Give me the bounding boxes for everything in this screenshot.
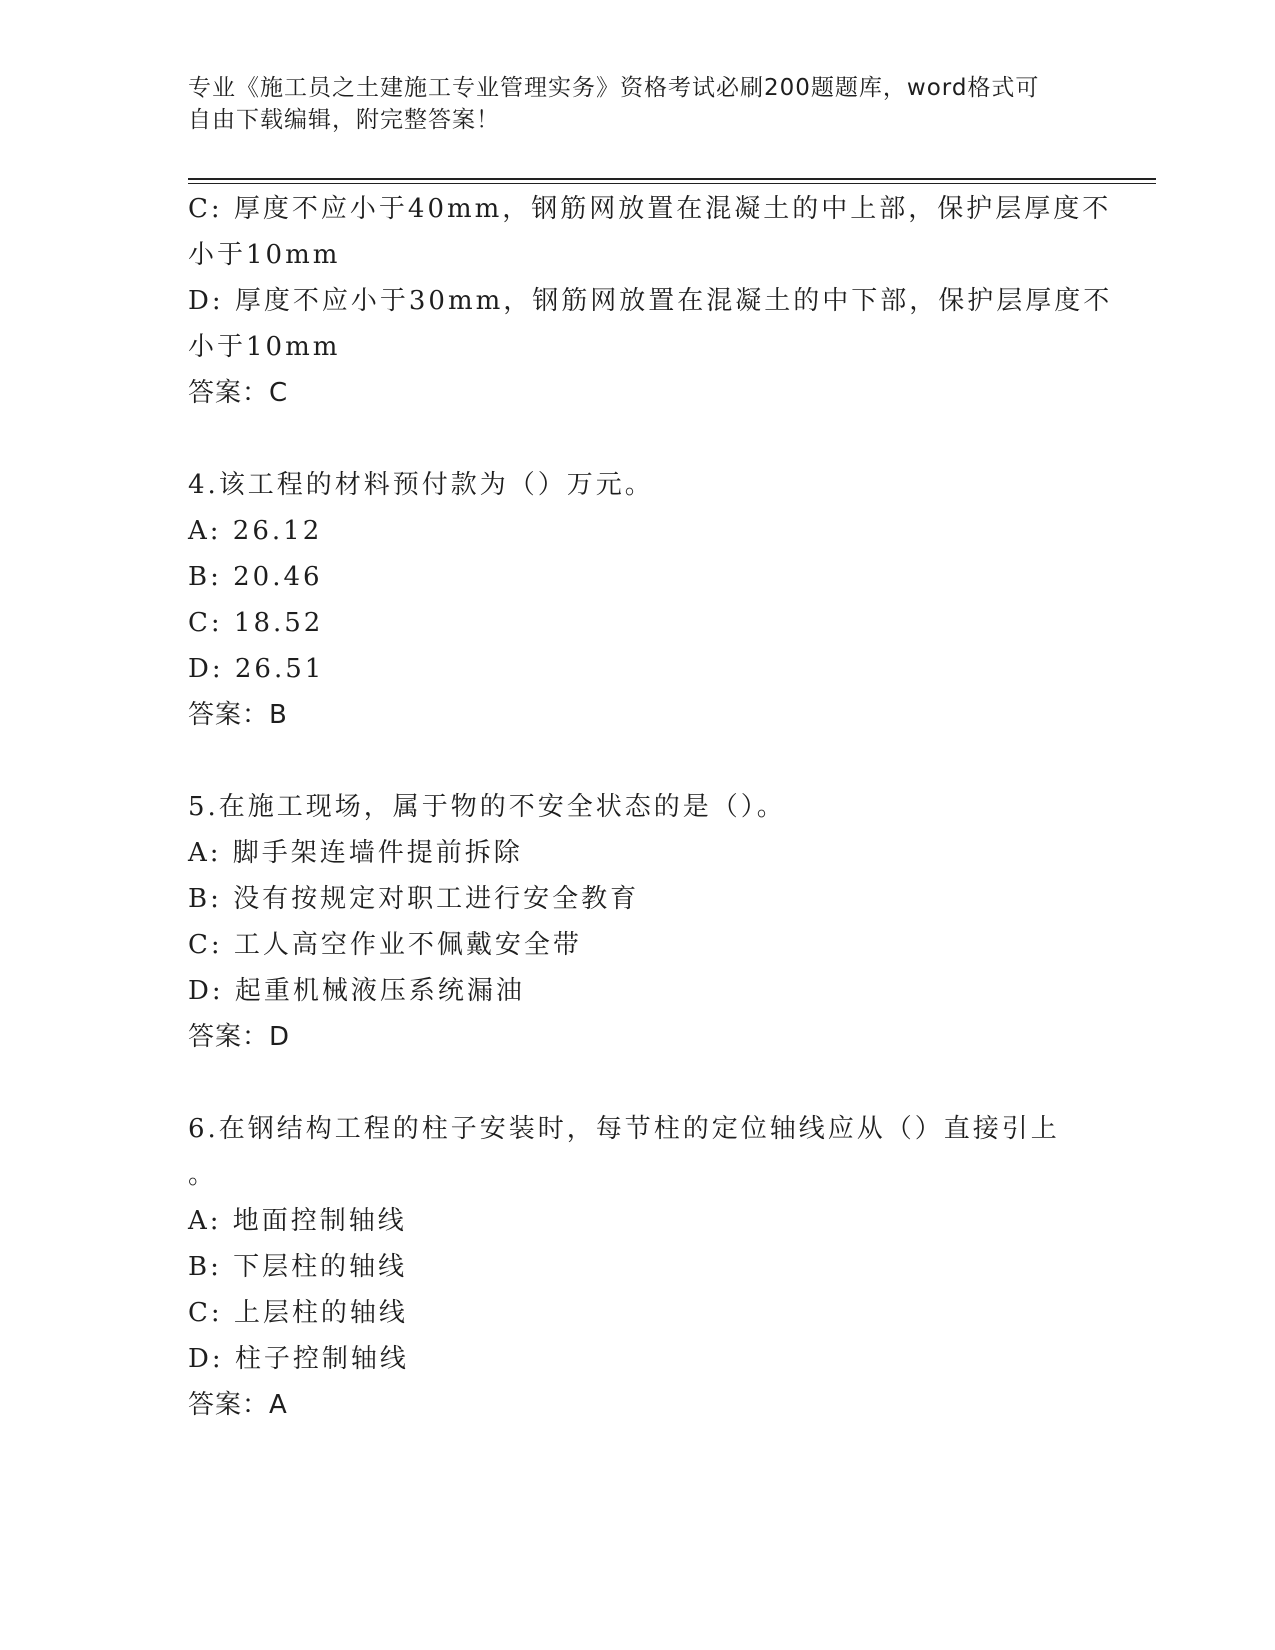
header-line-2: 自由下载编辑，附完整答案！ [188,107,500,133]
option-d: D: 26.51 [188,654,325,684]
question-4 [188,462,1088,738]
document-body [188,186,1113,1428]
option-d: D: 柱子控制轴线 [188,1344,409,1374]
question-text: 4.该工程的材料预付款为（）万元。 [188,470,654,500]
option-c-continued: 小于10mm [188,240,341,270]
option-d: D: 起重机械液压系统漏油 [188,976,525,1006]
spacer [188,738,1088,784]
question-text: 6.在钢结构工程的柱子安装时，每节柱的定位轴线应从（）直接引上 [188,1114,1060,1144]
option-c: C: 上层柱的轴线 [188,1298,408,1328]
option-c: C: 厚度不应小于40mm，钢筋网放置在混凝土的中上部，保护层厚度不 [188,194,1112,224]
spacer [188,416,1088,462]
option-b: B: 下层柱的轴线 [188,1252,408,1282]
answer: 答案：B [188,700,288,730]
answer: 答案：C [188,378,289,408]
question-3-continued [188,186,1113,416]
option-d: D: 厚度不应小于30mm，钢筋网放置在混凝土的中下部，保护层厚度不 [188,286,1113,316]
header-line-1: 专业《施工员之土建施工专业管理实务》资格考试必刷200题题库，word格式可 [188,75,1040,101]
question-text-continued: 。 [188,1160,218,1190]
option-c: C: 18.52 [188,608,324,638]
document-header [188,72,1068,136]
option-a: A: 地面控制轴线 [188,1206,407,1236]
option-c: C: 工人高空作业不佩戴安全带 [188,930,582,960]
option-a: A: 26.12 [188,516,323,546]
spacer [188,1060,1088,1106]
option-d-continued: 小于10mm [188,332,341,362]
answer: 答案：D [188,1022,291,1052]
answer: 答案：A [188,1390,288,1420]
option-b: B: 没有按规定对职工进行安全教育 [188,884,640,914]
question-5 [188,784,1088,1060]
header-divider [188,178,1156,184]
option-b: B: 20.46 [188,562,323,592]
question-text: 5.在施工现场，属于物的不安全状态的是（）。 [188,792,786,822]
question-6 [188,1106,1088,1428]
option-a: A: 脚手架连墙件提前拆除 [188,838,523,868]
